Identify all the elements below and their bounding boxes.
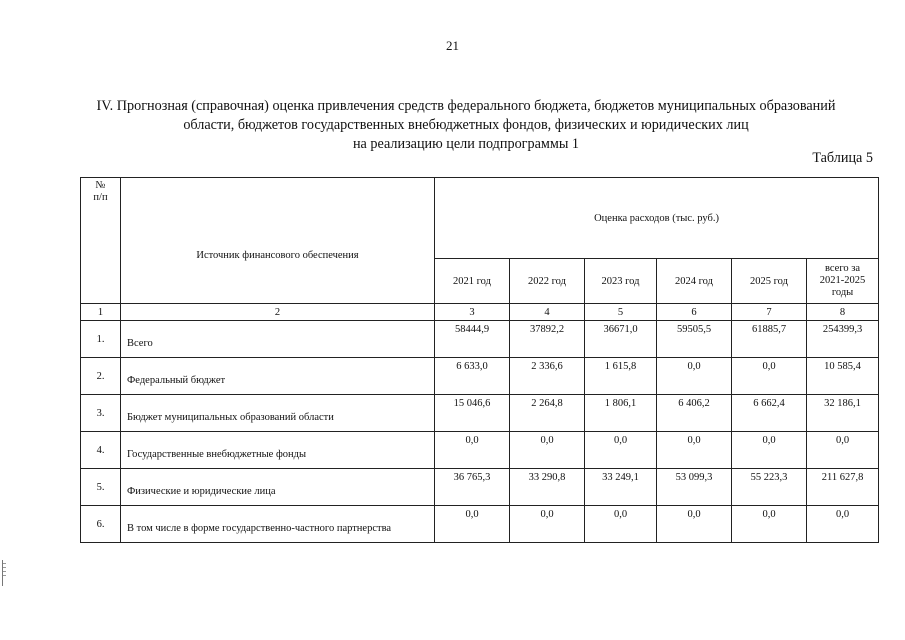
row-source: Федеральный бюджет xyxy=(121,358,435,395)
cell-2025: 0,0 xyxy=(732,506,807,543)
cell-2021: 58444,9 xyxy=(435,321,510,358)
header-total xyxy=(807,259,879,304)
cell-2025: 0,0 xyxy=(732,432,807,469)
heading-line-2: области, бюджетов государственных внебюджетных фондов, физических и юридических лиц xyxy=(183,117,749,133)
row-number: 1. xyxy=(81,321,121,358)
section-heading xyxy=(60,97,872,154)
cell-2022: 0,0 xyxy=(510,506,585,543)
cell-2024: 0,0 xyxy=(657,506,732,543)
header-total-line-3: годы xyxy=(831,287,854,298)
table-row xyxy=(81,506,879,543)
scan-margin-mark xyxy=(2,560,6,586)
header-total-line-1: всего за xyxy=(824,263,861,274)
heading-line-1: IV. Прогнозная (справочная) оценка привлечения средств федерального бюджета, бюджетов муниципальных образований xyxy=(96,98,836,114)
heading-line-3: на реализацию цели подпрограммы 1 xyxy=(352,136,580,152)
cell-total: 0,0 xyxy=(807,506,879,543)
column-index: 4 xyxy=(510,304,585,321)
header-number-line-2: п/п xyxy=(93,192,108,203)
header-source: Источник финансового обеспечения xyxy=(121,178,435,304)
cell-2022: 2 336,6 xyxy=(510,358,585,395)
header-number xyxy=(81,178,121,304)
header-year-2022: 2022 год xyxy=(510,259,585,304)
cell-2025: 61885,7 xyxy=(732,321,807,358)
row-source: Государственные внебюджетные фонды xyxy=(121,432,435,469)
header-total-line-2: 2021-2025 xyxy=(819,275,866,286)
row-number: 6. xyxy=(81,506,121,543)
cell-2025: 6 662,4 xyxy=(732,395,807,432)
row-number: 3. xyxy=(81,395,121,432)
cell-2021: 36 765,3 xyxy=(435,469,510,506)
cell-total: 211 627,8 xyxy=(807,469,879,506)
cell-2021: 15 046,6 xyxy=(435,395,510,432)
cell-2023: 0,0 xyxy=(585,432,657,469)
cell-total: 0,0 xyxy=(807,432,879,469)
cell-2023: 33 249,1 xyxy=(585,469,657,506)
column-index: 3 xyxy=(435,304,510,321)
row-source: В том числе в форме государственно-частного партнерства xyxy=(121,506,435,543)
column-index: 1 xyxy=(81,304,121,321)
column-index: 2 xyxy=(121,304,435,321)
page-number: 21 xyxy=(446,38,459,53)
header-year-2023: 2023 год xyxy=(585,259,657,304)
cell-2021: 6 633,0 xyxy=(435,358,510,395)
table-row xyxy=(81,432,879,469)
cell-2021: 0,0 xyxy=(435,506,510,543)
cell-2022: 2 264,8 xyxy=(510,395,585,432)
cell-2023: 0,0 xyxy=(585,506,657,543)
row-number: 2. xyxy=(81,358,121,395)
table-row xyxy=(81,358,879,395)
cell-2024: 6 406,2 xyxy=(657,395,732,432)
cell-2022: 37892,2 xyxy=(510,321,585,358)
cell-2025: 55 223,3 xyxy=(732,469,807,506)
header-number-line-1: № xyxy=(95,180,106,191)
cell-2022: 33 290,8 xyxy=(510,469,585,506)
column-index: 6 xyxy=(657,304,732,321)
header-expense-estimate: Оценка расходов (тыс. руб.) xyxy=(435,178,879,259)
row-source: Бюджет муниципальных образований области xyxy=(121,395,435,432)
column-index-row xyxy=(81,304,879,321)
row-source: Физические и юридические лица xyxy=(121,469,435,506)
header-year-2024: 2024 год xyxy=(657,259,732,304)
cell-2024: 59505,5 xyxy=(657,321,732,358)
cell-2024: 0,0 xyxy=(657,432,732,469)
column-index: 7 xyxy=(732,304,807,321)
table-caption: Таблица 5 xyxy=(812,150,873,166)
column-index: 8 xyxy=(807,304,879,321)
cell-2021: 0,0 xyxy=(435,432,510,469)
row-number: 4. xyxy=(81,432,121,469)
column-index: 5 xyxy=(585,304,657,321)
cell-2024: 0,0 xyxy=(657,358,732,395)
table-row xyxy=(81,321,879,358)
cell-2023: 36671,0 xyxy=(585,321,657,358)
cell-2025: 0,0 xyxy=(732,358,807,395)
header-year-2025: 2025 год xyxy=(732,259,807,304)
cell-total: 10 585,4 xyxy=(807,358,879,395)
cell-2023: 1 806,1 xyxy=(585,395,657,432)
row-number: 5. xyxy=(81,469,121,506)
budget-table xyxy=(80,177,879,543)
table-row xyxy=(81,395,879,432)
header-year-2021: 2021 год xyxy=(435,259,510,304)
table-row xyxy=(81,469,879,506)
cell-2023: 1 615,8 xyxy=(585,358,657,395)
cell-total: 32 186,1 xyxy=(807,395,879,432)
cell-2024: 53 099,3 xyxy=(657,469,732,506)
cell-2022: 0,0 xyxy=(510,432,585,469)
row-source: Всего xyxy=(121,321,435,358)
cell-total: 254399,3 xyxy=(807,321,879,358)
